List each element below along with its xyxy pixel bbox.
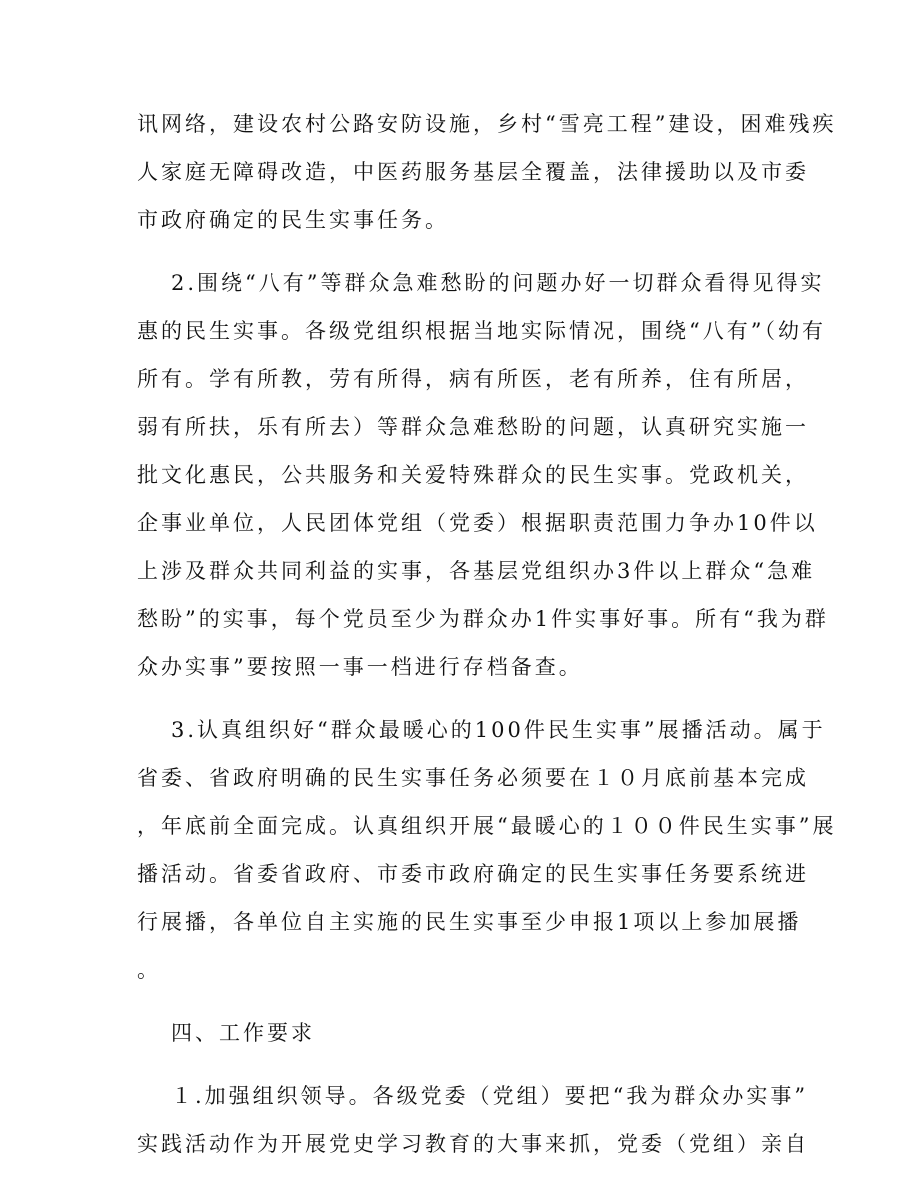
text-line: 播活动。省委省政府、市委市政府确定的民生实事任务要系统进 <box>137 862 809 886</box>
paragraph <box>137 1072 809 1168</box>
paragraph <box>137 100 837 244</box>
text-line: 。 <box>137 958 161 982</box>
text-line: 所有。学有所教，劳有所得，病有所医，老有所养，住有所居， <box>137 367 809 391</box>
text-line: 众办实事”要按照一事一档进行存档备查。 <box>137 655 583 679</box>
text-line: 惠的民生实事。各级党组织根据当地实际情况，围绕“八有”（幼有 <box>137 319 826 343</box>
text-line: 3.认真组织好“群众最暖心的100件民生实事”展播活动。属于 <box>171 718 826 742</box>
text-line: 批文化惠民，公共服务和关爱特殊群众的民生实事。党政机关， <box>137 463 809 487</box>
text-line: 愁盼”的实事，每个党员至少为群众办1件实事好事。所有“我为群 <box>137 607 829 631</box>
text-line: 弱有所扶，乐有所去）等群众急难愁盼的问题，认真研究实施一 <box>137 415 809 439</box>
text-line: 省委、省政府明确的民生实事任务必须要在１０月底前基本完成 <box>137 766 809 790</box>
paragraph <box>137 259 829 691</box>
text-line: １.加强组织领导。各级党委（党组）要把“我为群众办实事” <box>171 1084 809 1108</box>
text-line: 企事业单位，人民团体党组（党委）根据职责范围力争办10件以 <box>137 511 818 535</box>
text-line: ，年底前全面完成。认真组织开展“最暖心的１００件民生实事”展 <box>137 814 837 838</box>
text-line: 上涉及群众共同利益的实事，各基层党组织办3件以上群众“急难 <box>137 559 816 583</box>
text-line: 四、工作要求 <box>171 1021 315 1045</box>
paragraph <box>137 706 837 994</box>
text-line: 实践活动作为开展党史学习教育的大事来抓，党委（党组）亲自 <box>137 1132 809 1156</box>
text-line: 市政府确定的民生实事任务。 <box>137 208 449 232</box>
text-line: 2.围绕“八有”等群众急难愁盼的问题办好一切群众看得见得实 <box>171 271 825 295</box>
text-line: 讯网络，建设农村公路安防设施，乡村“雪亮工程”建设，困难残疾 <box>137 112 837 136</box>
text-line: 人家庭无障碍改造，中医药服务基层全覆盖，法律援助以及市委 <box>137 160 809 184</box>
document-body <box>137 100 837 1183</box>
paragraph <box>137 1009 787 1057</box>
text-line: 行展播，各单位自主实施的民生实事至少申报1项以上参加展播 <box>137 910 802 934</box>
